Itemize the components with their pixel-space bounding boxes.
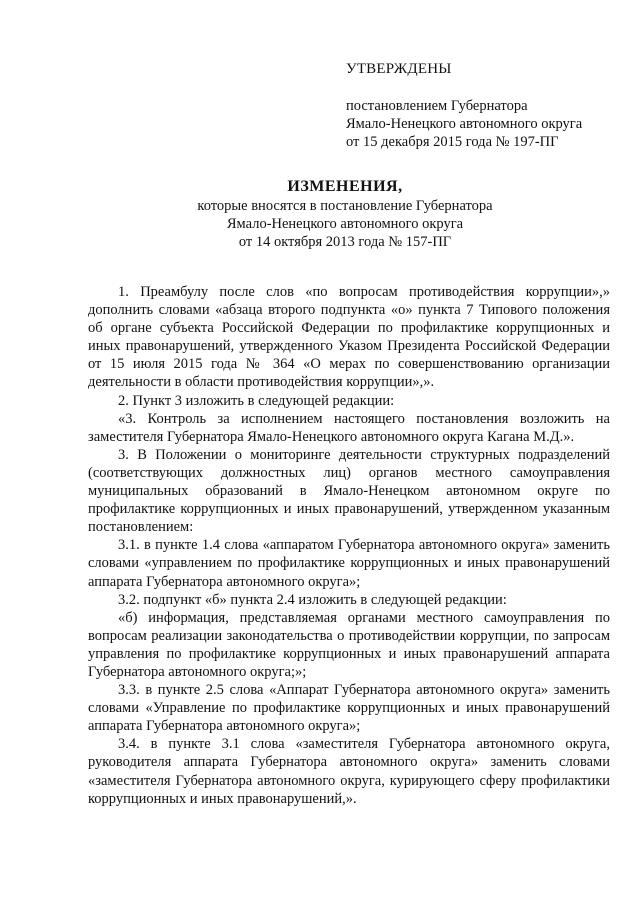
document-title: ИЗМЕНЕНИЯ, <box>287 178 403 195</box>
paragraph: 2. Пункт 3 изложить в следующей редакции: <box>118 392 395 409</box>
paragraph: 3.1. в пункте 1.4 слова «аппаратом Губернатора автономного округа» заменить словами «управлением по профилактике коррупционных и иных правонарушений аппарата Губернатора автономного округа»; <box>88 537 610 590</box>
heading-line: от 14 октября 2013 года № 157-ПГ <box>238 234 452 250</box>
paragraph: «б) информация, представляемая органами местного самоуправления по вопросам реализации законодательства о противодействии коррупции, по запросам управления по профилактике коррупционных и иных правонарушений аппарата Губернатора автономного округа;»; <box>88 609 610 680</box>
document-heading <box>80 178 610 251</box>
paragraph: 3.3. в пункте 2.5 слова «Аппарат Губернатора автономного округа» заменить словами «Управление по профилактике коррупционных и иных правонарушений аппарата Губернатора автономного округа»; <box>88 682 610 735</box>
approval-block <box>346 60 582 151</box>
paragraph: «3. Контроль за исполнением настоящего постановления возложить на заместителя Губернатора Ямало-Ненецкого автономного округа Кагана М.Д.». <box>88 410 610 445</box>
approval-line: постановлением Губернатора <box>346 98 528 114</box>
approval-title: УТВЕРЖДЕНЫ <box>346 61 452 77</box>
approval-line: от 15 декабря 2015 года № 197-ПГ <box>346 134 559 150</box>
heading-line: которые вносятся в постановление Губернатора <box>197 198 493 214</box>
heading-line: Ямало-Ненецкого автономного округа <box>226 216 464 232</box>
document-body <box>88 283 610 808</box>
approval-line: Ямало-Ненецкого автономного округа <box>346 116 583 132</box>
paragraph: 3. В Положении о мониторинге деятельности структурных подразделений (соответствующих должностных лиц) органов местного самоуправления муниципальных образований в Ямало-Ненецком автономном округе по профилактике коррупционных и иных правонарушений, утвержденном указанным постановлением: <box>88 446 610 536</box>
paragraph: 1. Преамбулу после слов «по вопросам противодействия коррупции»,» дополнить словами «абзаца второго подпункта «о» пункта 7 Типового положения об органе субъекта Российской Федерации по профилактике коррупционных и иных правонарушений, утвержденного Указом Президента Российской Федерации от 15 июля 2015 года № 364 «О мерах по совершенствованию организации деятельности в области противодействия коррупции»,». <box>88 284 610 391</box>
paragraph: 3.2. подпункт «б» пункта 2.4 изложить в следующей редакции: <box>118 591 507 608</box>
paragraph: 3.4. в пункте 3.1 слова «заместителя Губернатора автономного округа, руководителя аппарата Губернатора автономного округа» заменить словами «заместителя Губернатора автономного округа, курирующего сферу профилактики коррупционных и иных правонарушений,». <box>88 736 610 807</box>
